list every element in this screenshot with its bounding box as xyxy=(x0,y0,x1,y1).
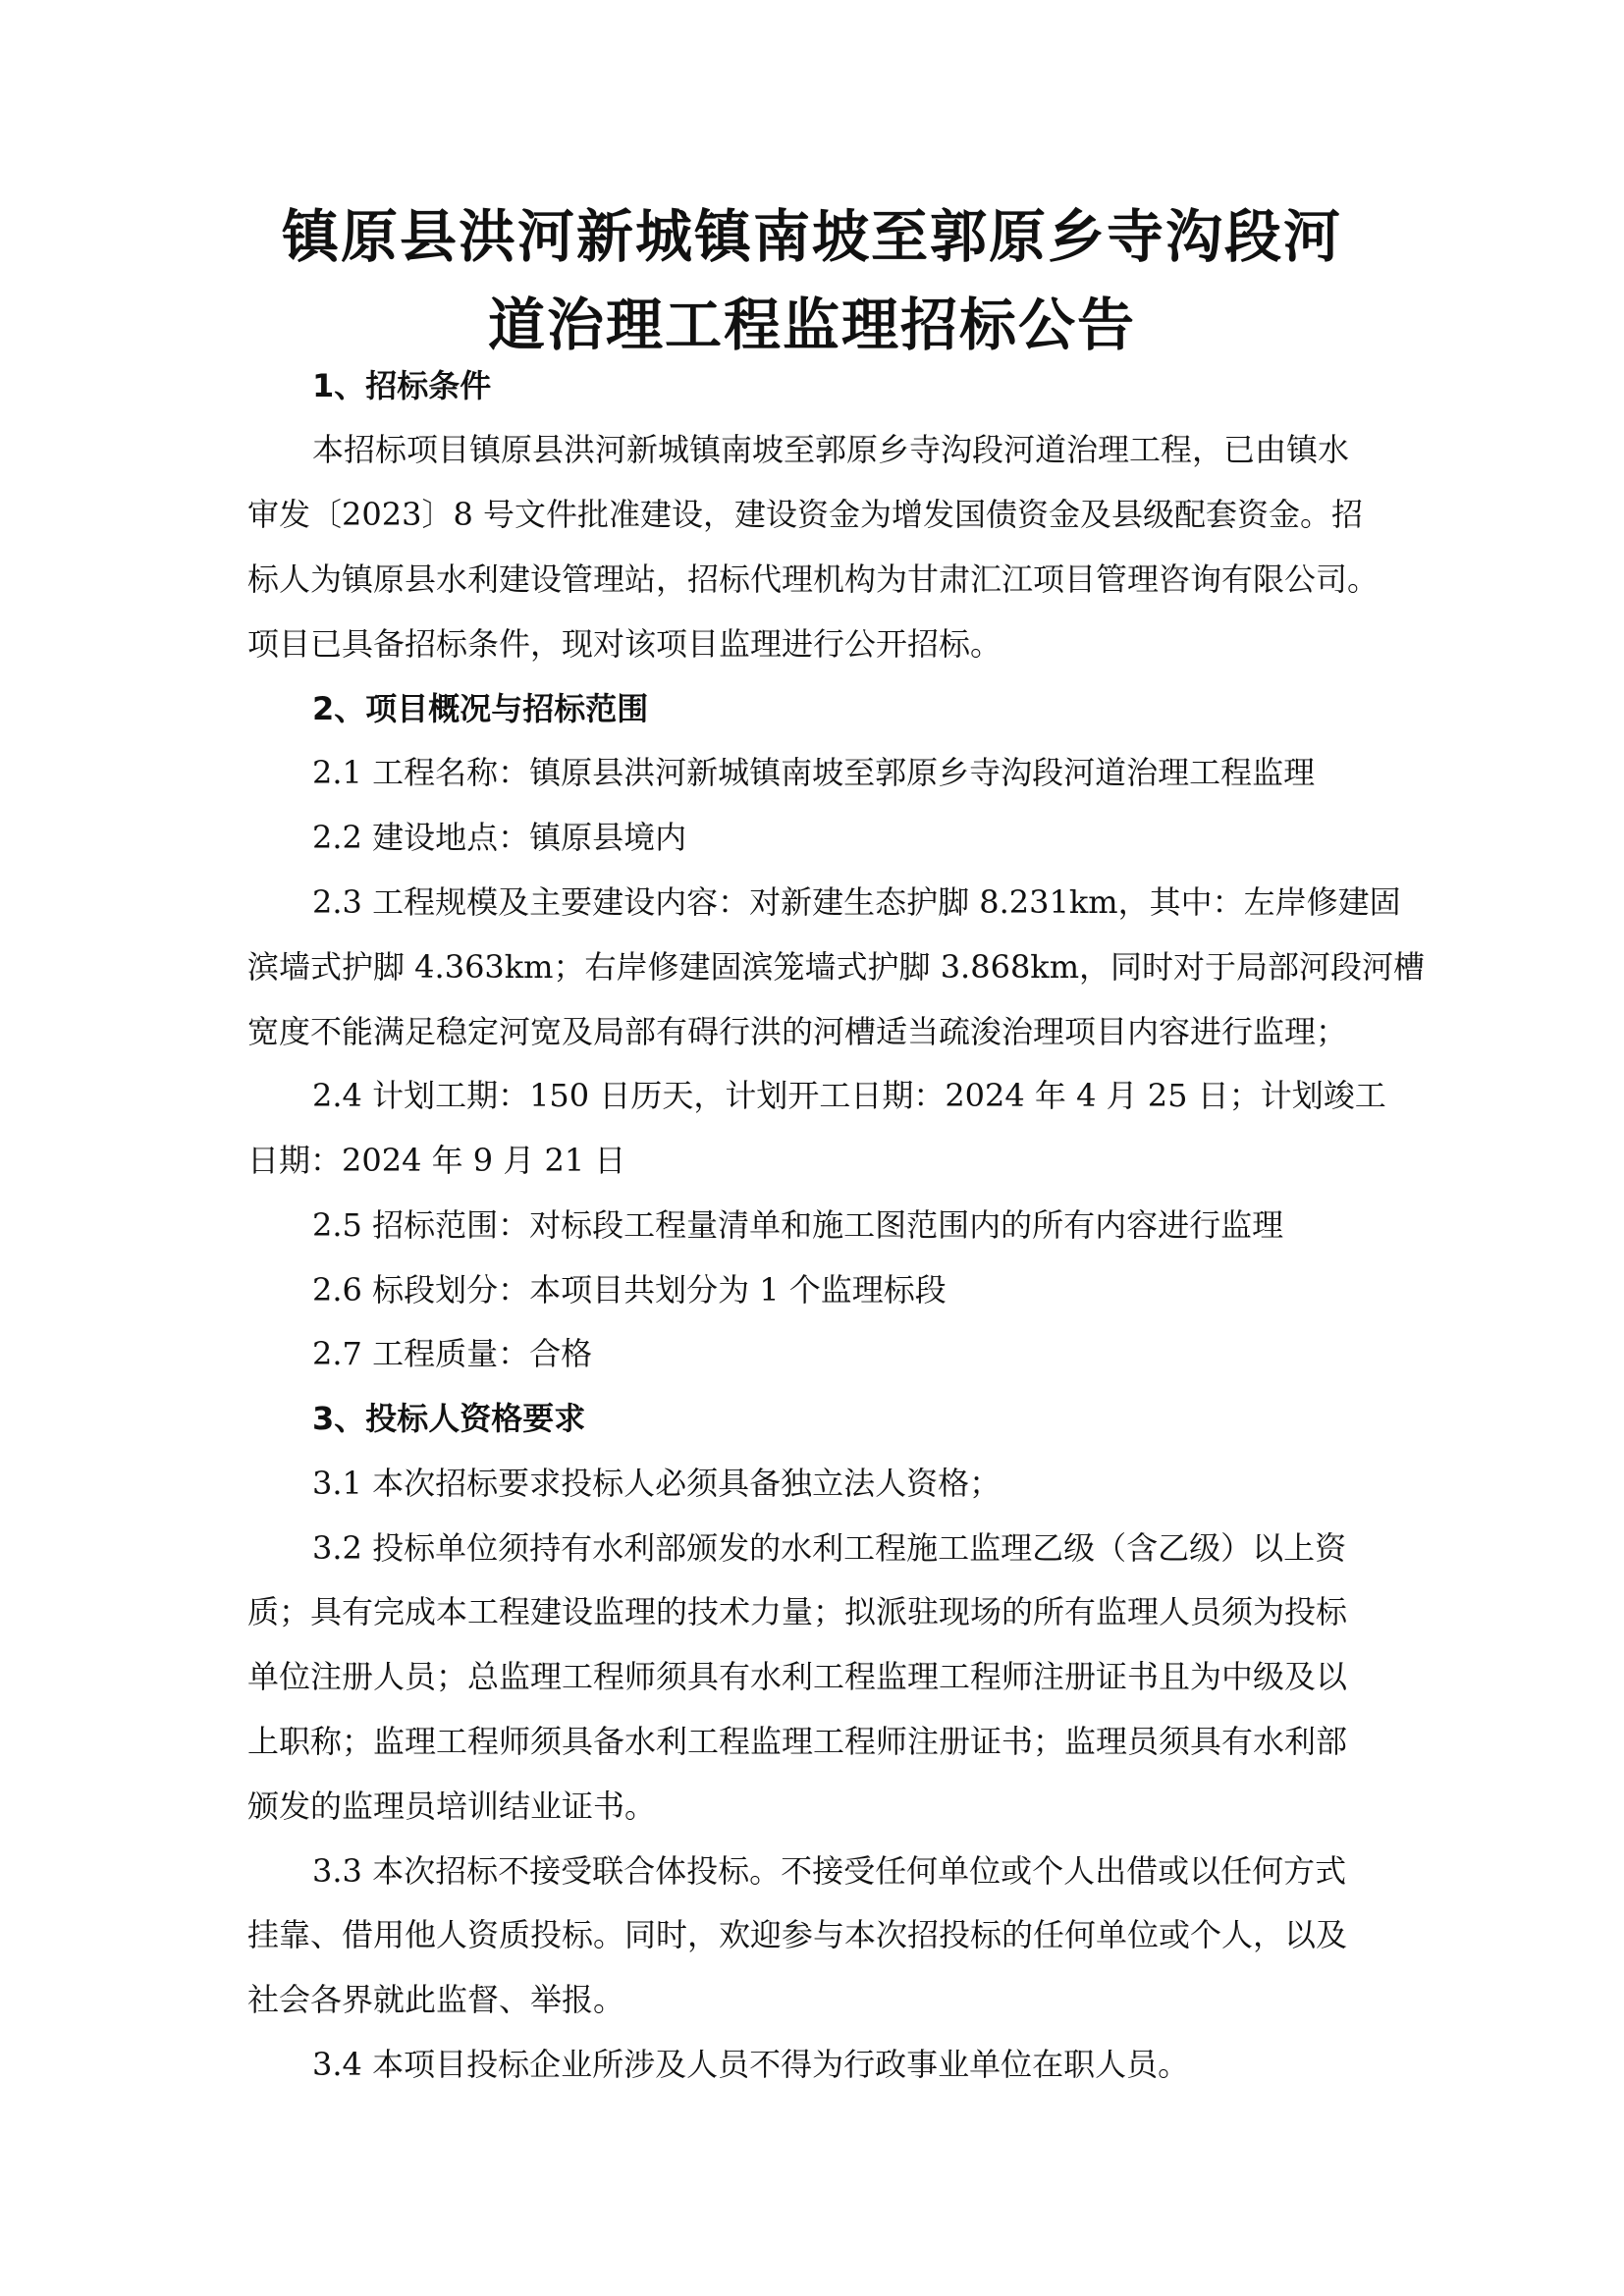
paragraph-line: 上职称；监理工程师须具备水利工程监理工程师注册证书；监理员须具有水利部 xyxy=(247,1723,1348,1760)
paragraph-line: 3.2 投标单位须持有水利部颁发的水利工程施工监理乙级（含乙级）以上资 xyxy=(312,1529,1347,1567)
paragraph-line: 2.3 工程规模及主要建设内容：对新建生态护脚 8.231km，其中：左岸修建固 xyxy=(312,883,1401,921)
paragraph-line: 2.2 建设地点：镇原县境内 xyxy=(312,819,687,856)
section-heading-2: 2、项目概况与招标范围 xyxy=(312,690,649,727)
paragraph-line: 项目已具备招标条件，现对该项目监理进行公开招标。 xyxy=(247,625,1002,663)
paragraph-line: 2.1 工程名称：镇原县洪河新城镇南坡至郭原乡寺沟段河道治理工程监理 xyxy=(312,754,1316,791)
paragraph-line: 审发〔2023〕8 号文件批准建设，建设资金为增发国债资金及县级配套资金。招 xyxy=(247,496,1363,533)
section-heading-1: 1、招标条件 xyxy=(312,367,492,404)
paragraph-line: 挂靠、借用他人资质投标。同时，欢迎参与本次招投标的任何单位或个人，以及 xyxy=(247,1916,1348,1953)
paragraph-line: 颁发的监理员培训结业证书。 xyxy=(247,1788,657,1825)
section-heading-3: 3、投标人资格要求 xyxy=(312,1400,586,1437)
document-title-line-1: 镇原县洪河新城镇南坡至郭原乡寺沟段河 xyxy=(281,203,1342,270)
paragraph-line: 标人为镇原县水利建设管理站，招标代理机构为甘肃汇江项目管理咨询有限公司。 xyxy=(247,561,1380,598)
paragraph-line: 滨墙式护脚 4.363km；右岸修建固滨笼墙式护脚 3.868km，同时对于局部河段河槽 xyxy=(247,948,1426,986)
paragraph-line: 本招标项目镇原县洪河新城镇南坡至郭原乡寺沟段河道治理工程，已由镇水 xyxy=(312,431,1350,468)
paragraph-line: 社会各界就此监督、举报。 xyxy=(247,1981,625,2018)
paragraph-line: 宽度不能满足稳定河宽及局部有碍行洪的河槽适当疏浚治理项目内容进行监理； xyxy=(247,1013,1348,1050)
paragraph-line: 单位注册人员；总监理工程师须具有水利工程监理工程师注册证书且为中级及以 xyxy=(247,1658,1348,1695)
document-title-line-2: 道治理工程监理招标公告 xyxy=(487,292,1136,358)
paragraph-line: 3.4 本项目投标企业所涉及人员不得为行政事业单位在职人员。 xyxy=(312,2046,1190,2083)
paragraph-line: 质；具有完成本工程建设监理的技术力量；拟派驻现场的所有监理人员须为投标 xyxy=(247,1593,1348,1630)
paragraph-line: 3.3 本次招标不接受联合体投标。不接受任何单位或个人出借或以任何方式 xyxy=(312,1852,1347,1890)
paragraph-line: 2.6 标段划分：本项目共划分为 1 个监理标段 xyxy=(312,1271,947,1308)
paragraph-line: 2.4 计划工期：150 日历天，计划开工日期：2024 年 4 月 25 日；计划竣工 xyxy=(312,1077,1386,1114)
paragraph-line: 3.1 本次招标要求投标人必须具备独立法人资格； xyxy=(312,1465,1001,1502)
paragraph-line: 日期：2024 年 9 月 21 日 xyxy=(247,1142,626,1179)
paragraph-line: 2.7 工程质量：合格 xyxy=(312,1335,593,1372)
paragraph-line: 2.5 招标范围：对标段工程量清单和施工图范围内的所有内容进行监理 xyxy=(312,1206,1284,1244)
